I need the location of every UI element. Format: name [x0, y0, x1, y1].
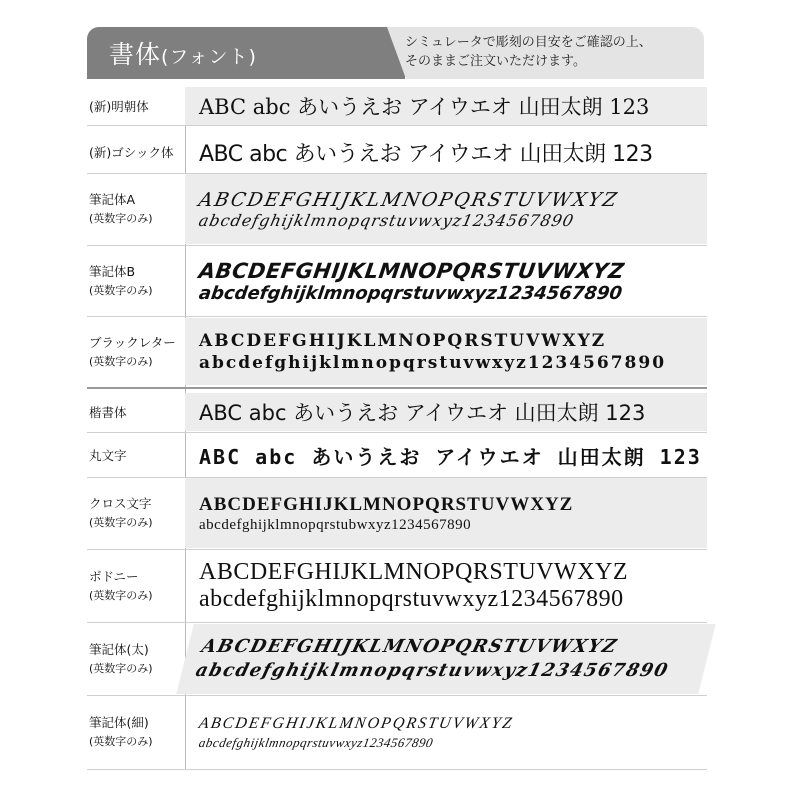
font-sample-line1: ABCDEFGHIJKLMNOPQRSTUVWXYZ: [199, 559, 629, 585]
font-label-name: (新)ゴシック体: [89, 144, 174, 160]
font-sample: [185, 174, 707, 244]
font-sample: [185, 551, 707, 621]
font-row-bodoni: [87, 551, 707, 621]
font-sample: [185, 478, 707, 548]
font-label-note: (英数字のみ): [89, 735, 153, 748]
row-separator: [87, 549, 707, 550]
font-row-mincho: [87, 87, 707, 125]
font-label-name: ブラックレター: [89, 334, 176, 350]
font-label-note: (英数字のみ): [89, 516, 153, 529]
font-label: [87, 478, 185, 548]
font-sample-line2: abcdefghijklmnopqrstubwxyz1234567890: [199, 516, 472, 533]
font-sample-line2: abcdefghijklmnopqrstuvwxyz1234567890: [196, 210, 577, 230]
row-separator: [87, 125, 707, 126]
header-title-panel: [87, 27, 405, 79]
font-sample-line2: abcdefghijklmnopqrstuvwxyz1234567890: [197, 282, 624, 304]
font-sample: [185, 393, 707, 431]
font-label-name: クロス文字: [89, 496, 152, 511]
font-row-script-a: [87, 174, 707, 244]
font-label: [87, 393, 185, 431]
font-label: [87, 174, 185, 244]
font-row-gothic: [87, 132, 707, 172]
font-row-script-thin: [87, 697, 707, 767]
font-sample-line1: ABC abc あいうえお アイウエオ 山田太朗 123: [199, 95, 650, 119]
font-sample-line1: ABCDEFGHIJKLMNOPQRSTUVWXYZ: [199, 636, 620, 657]
font-label-name: 筆記体B: [89, 264, 136, 279]
font-label-name: 筆記体(細): [89, 715, 149, 730]
header-title-paren: (フォント): [161, 46, 257, 68]
header-title-text: 書体: [109, 40, 162, 69]
font-label: [87, 318, 185, 385]
font-label-note: (英数字のみ): [89, 354, 153, 368]
font-sample: [185, 434, 707, 476]
font-label-name: 楷書体: [89, 404, 127, 420]
font-label: [87, 697, 185, 767]
font-sample: [176, 624, 715, 694]
row-separator: [87, 432, 707, 433]
font-sample: [185, 697, 707, 767]
font-label-note: (英数字のみ): [89, 589, 153, 602]
font-label-note: (英数字のみ): [89, 284, 153, 297]
font-sample-line1: ABCDEFGHIJKLMNOPQRSTUVWXYZ: [199, 493, 574, 515]
font-sample-line1: ABC abc あいうえお アイウエオ 山田太朗 123: [199, 141, 653, 167]
font-sample: [185, 247, 707, 315]
row-separator: [87, 622, 707, 623]
font-header: [87, 27, 704, 79]
font-row-cross: [87, 478, 707, 548]
row-separator: [87, 245, 707, 246]
row-separator: [87, 316, 707, 317]
font-row-blackletter: [87, 318, 707, 385]
font-sample: [185, 87, 707, 125]
font-label-name: 丸文字: [89, 447, 127, 463]
font-label: [87, 247, 185, 315]
section-separator: [87, 387, 707, 389]
font-label-name: 筆記体A: [89, 192, 136, 207]
font-label-note: (英数字のみ): [89, 212, 153, 225]
header-note-line2: そのままご注文いただけます。: [405, 54, 586, 69]
font-sample-line2: abcdefghijklmnopqrstuvwxyz1234567890: [199, 586, 624, 612]
font-sample-line2: abcdefghijklmnopqrstuvwxyz1234567890: [199, 352, 667, 373]
font-sample-line1: ABCDEFGHIJKLMNOPQRSTUVWXYZ: [197, 258, 626, 283]
font-label: [87, 132, 185, 172]
font-label-name: (新)明朝体: [89, 98, 149, 114]
font-label-name: ボドニー: [89, 569, 139, 584]
font-sample-line1: ABC abc あいうえお アイウエオ 山田太朗 123: [199, 444, 702, 469]
font-sample: [185, 132, 707, 172]
font-sample-line2: abcdefghijklmnopqrstuvwxyz1234567890: [193, 660, 672, 681]
row-separator: [87, 769, 707, 770]
header-note: [405, 33, 700, 71]
font-row-maru: [87, 434, 707, 476]
font-label-note: (英数字のみ): [89, 662, 153, 675]
font-row-kaisho: [87, 393, 707, 431]
font-sample: [185, 318, 707, 385]
font-sample-line1: ABCDEFGHIJKLMNOPQRSTUVWXYZ: [199, 330, 607, 351]
font-label: [87, 87, 185, 125]
font-sample-line1: ABCDEFGHIJKLMNOPQRSTUVWXYZ: [196, 188, 621, 211]
header-title: [109, 35, 257, 71]
font-sample-line2: abcdefghijklmnopqrstuvwxyz1234567890: [197, 735, 435, 750]
font-label: [87, 434, 185, 476]
font-label: [87, 624, 185, 694]
font-label-name: 筆記体(太): [89, 642, 149, 657]
font-sample-line1: ABC abc あいうえお アイウエオ 山田太朗 123: [199, 401, 646, 425]
font-sample-line1: ABCDEFGHIJKLMNOPQRSTUVWXYZ: [197, 715, 515, 732]
font-row-script-b: [87, 247, 707, 315]
font-label: [87, 551, 185, 621]
row-separator: [87, 695, 707, 696]
font-row-script-bold: [87, 624, 707, 694]
header-note-line1: シミュレータで彫刻の目安をご確認の上、: [405, 35, 652, 50]
